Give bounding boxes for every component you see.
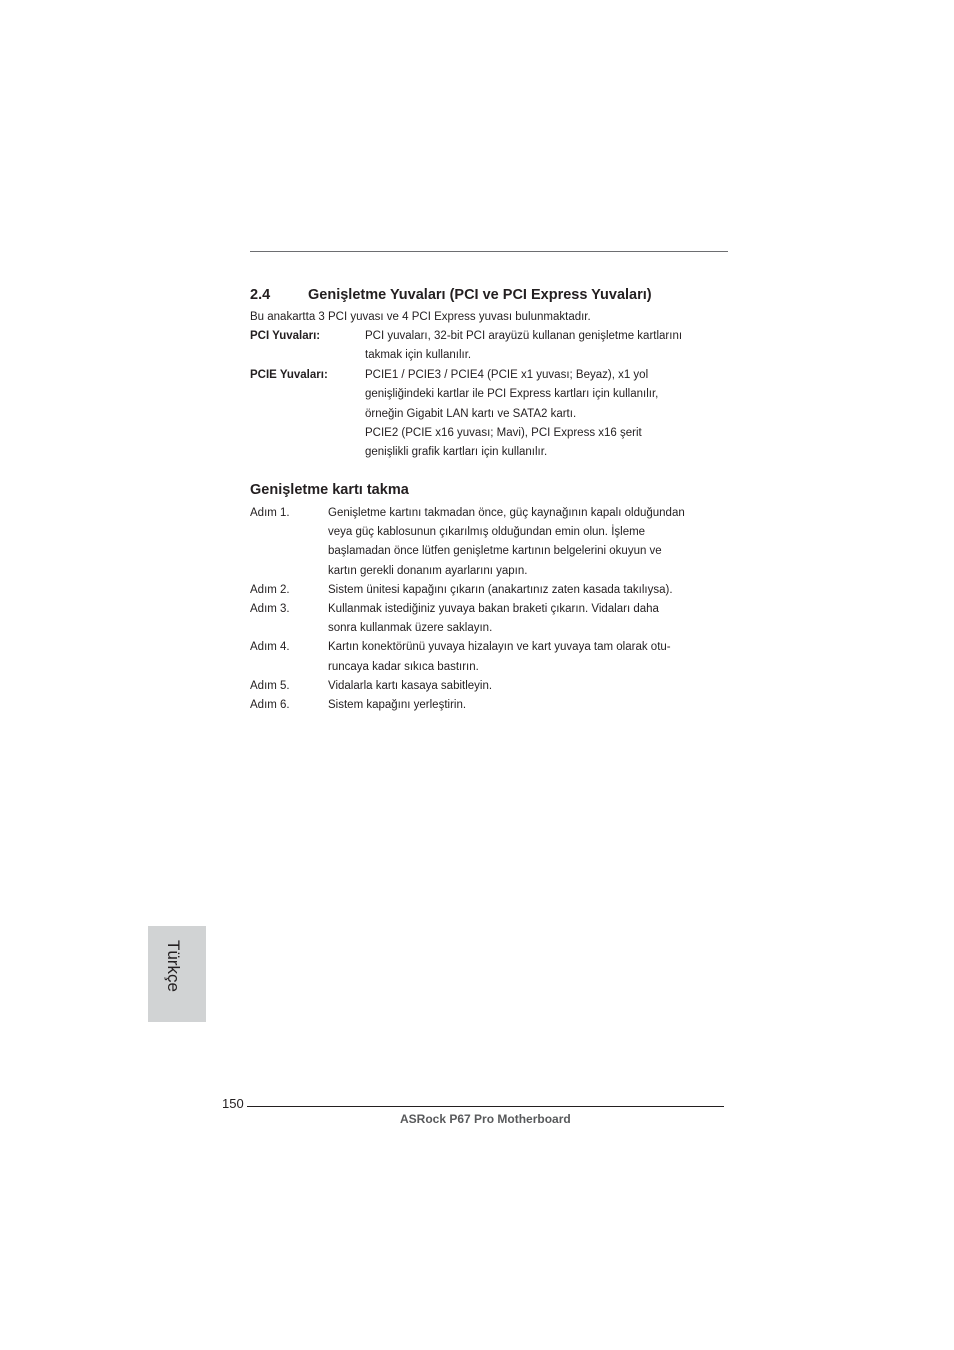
step-text (328, 600, 659, 638)
pci-slots-description (365, 327, 682, 366)
step-line: kartın gerekli donanım ayarlarını yapın. (328, 564, 528, 577)
step-line: Sistem kapağını yerleştirin. (328, 699, 467, 712)
description-line: PCIE2 (PCIE x16 yuvası; Mavi), PCI Express x16 şerit (365, 426, 642, 439)
step-line: Genişletme kartını takmadan önce, güç kaynağının kapalı olduğundan (328, 507, 685, 519)
step-line: Kullanmak istediğiniz yuvaya bakan braketi çıkarın. Vidaları daha (328, 603, 659, 616)
step-line: Sistem ünitesi kapağını çıkarın (anakartınız zaten kasada takılıysa). (328, 583, 673, 596)
step-label: Adım 3. (250, 603, 290, 616)
install-step-3 (250, 600, 730, 638)
step-label: Adım 4. (250, 641, 290, 654)
description-line: genişlikli grafik kartları için kullanılır. (365, 446, 548, 459)
step-line: veya güç kablosunun çıkarılmış olduğundan emin olun. İşleme (328, 526, 646, 539)
install-step-1 (250, 504, 730, 581)
section-title: Genişletme Yuvaları (PCI ve PCI Express Yuvaları) (308, 287, 652, 303)
footer-divider (247, 1106, 724, 1107)
description-line: genişliğindeki kartlar ile PCI Express kartları için kullanılır, (365, 388, 659, 401)
step-line: runcaya kadar sıkıca bastırın. (328, 660, 479, 673)
install-steps-list (250, 504, 730, 715)
description-line: PCIE1 / PCIE3 / PCIE4 (PCIE x1 yuvası; Beyaz), x1 yol (365, 369, 649, 381)
step-label: Adım 6. (250, 699, 290, 712)
step-text (328, 696, 466, 715)
step-label: Adım 5. (250, 679, 290, 692)
install-step-4 (250, 638, 730, 676)
step-text (328, 638, 671, 676)
intro-text: Bu anakartta 3 PCI yuvası ve 4 PCI Express yuvası bulunmaktadır. (250, 311, 591, 323)
install-step-2 (250, 581, 730, 600)
page-number: 150 (222, 1096, 244, 1111)
section-number: 2.4 (250, 287, 271, 303)
step-line: sonra kullanmak üzere saklayın. (328, 622, 493, 635)
step-line: başlamadan önce lütfen genişletme kartının belgelerini okuyun ve (328, 545, 662, 558)
step-text (328, 677, 492, 696)
language-tab-label: Türkçe (164, 940, 183, 992)
step-label: Adım 2. (250, 583, 290, 596)
step-label: Adım 1. (250, 507, 290, 519)
pcie-slots-description (365, 366, 658, 462)
install-heading: Genişletme kartı takma (250, 482, 409, 498)
description-line: PCI yuvaları, 32-bit PCI arayüzü kullanan genişletme kartlarını (365, 330, 683, 342)
footer-product-name: ASRock P67 Pro Motherboard (400, 1112, 571, 1126)
section-heading (250, 287, 652, 303)
top-divider (250, 251, 728, 252)
description-line: takmak için kullanılır. (365, 349, 472, 362)
step-line: Kartın konektörünü yuvaya hizalayın ve kart yuvaya tam olarak otu- (328, 641, 671, 654)
pci-slots-term: PCI Yuvaları: (250, 330, 321, 342)
step-text (328, 504, 685, 581)
description-line: örneğin Gigabit LAN kartı ve SATA2 kartı. (365, 407, 577, 420)
pcie-slots-term: PCIE Yuvaları: (250, 369, 328, 381)
install-step-5 (250, 677, 730, 696)
step-line: Vidalarla kartı kasaya sabitleyin. (328, 679, 493, 692)
step-text (328, 581, 673, 600)
install-step-6 (250, 696, 730, 715)
